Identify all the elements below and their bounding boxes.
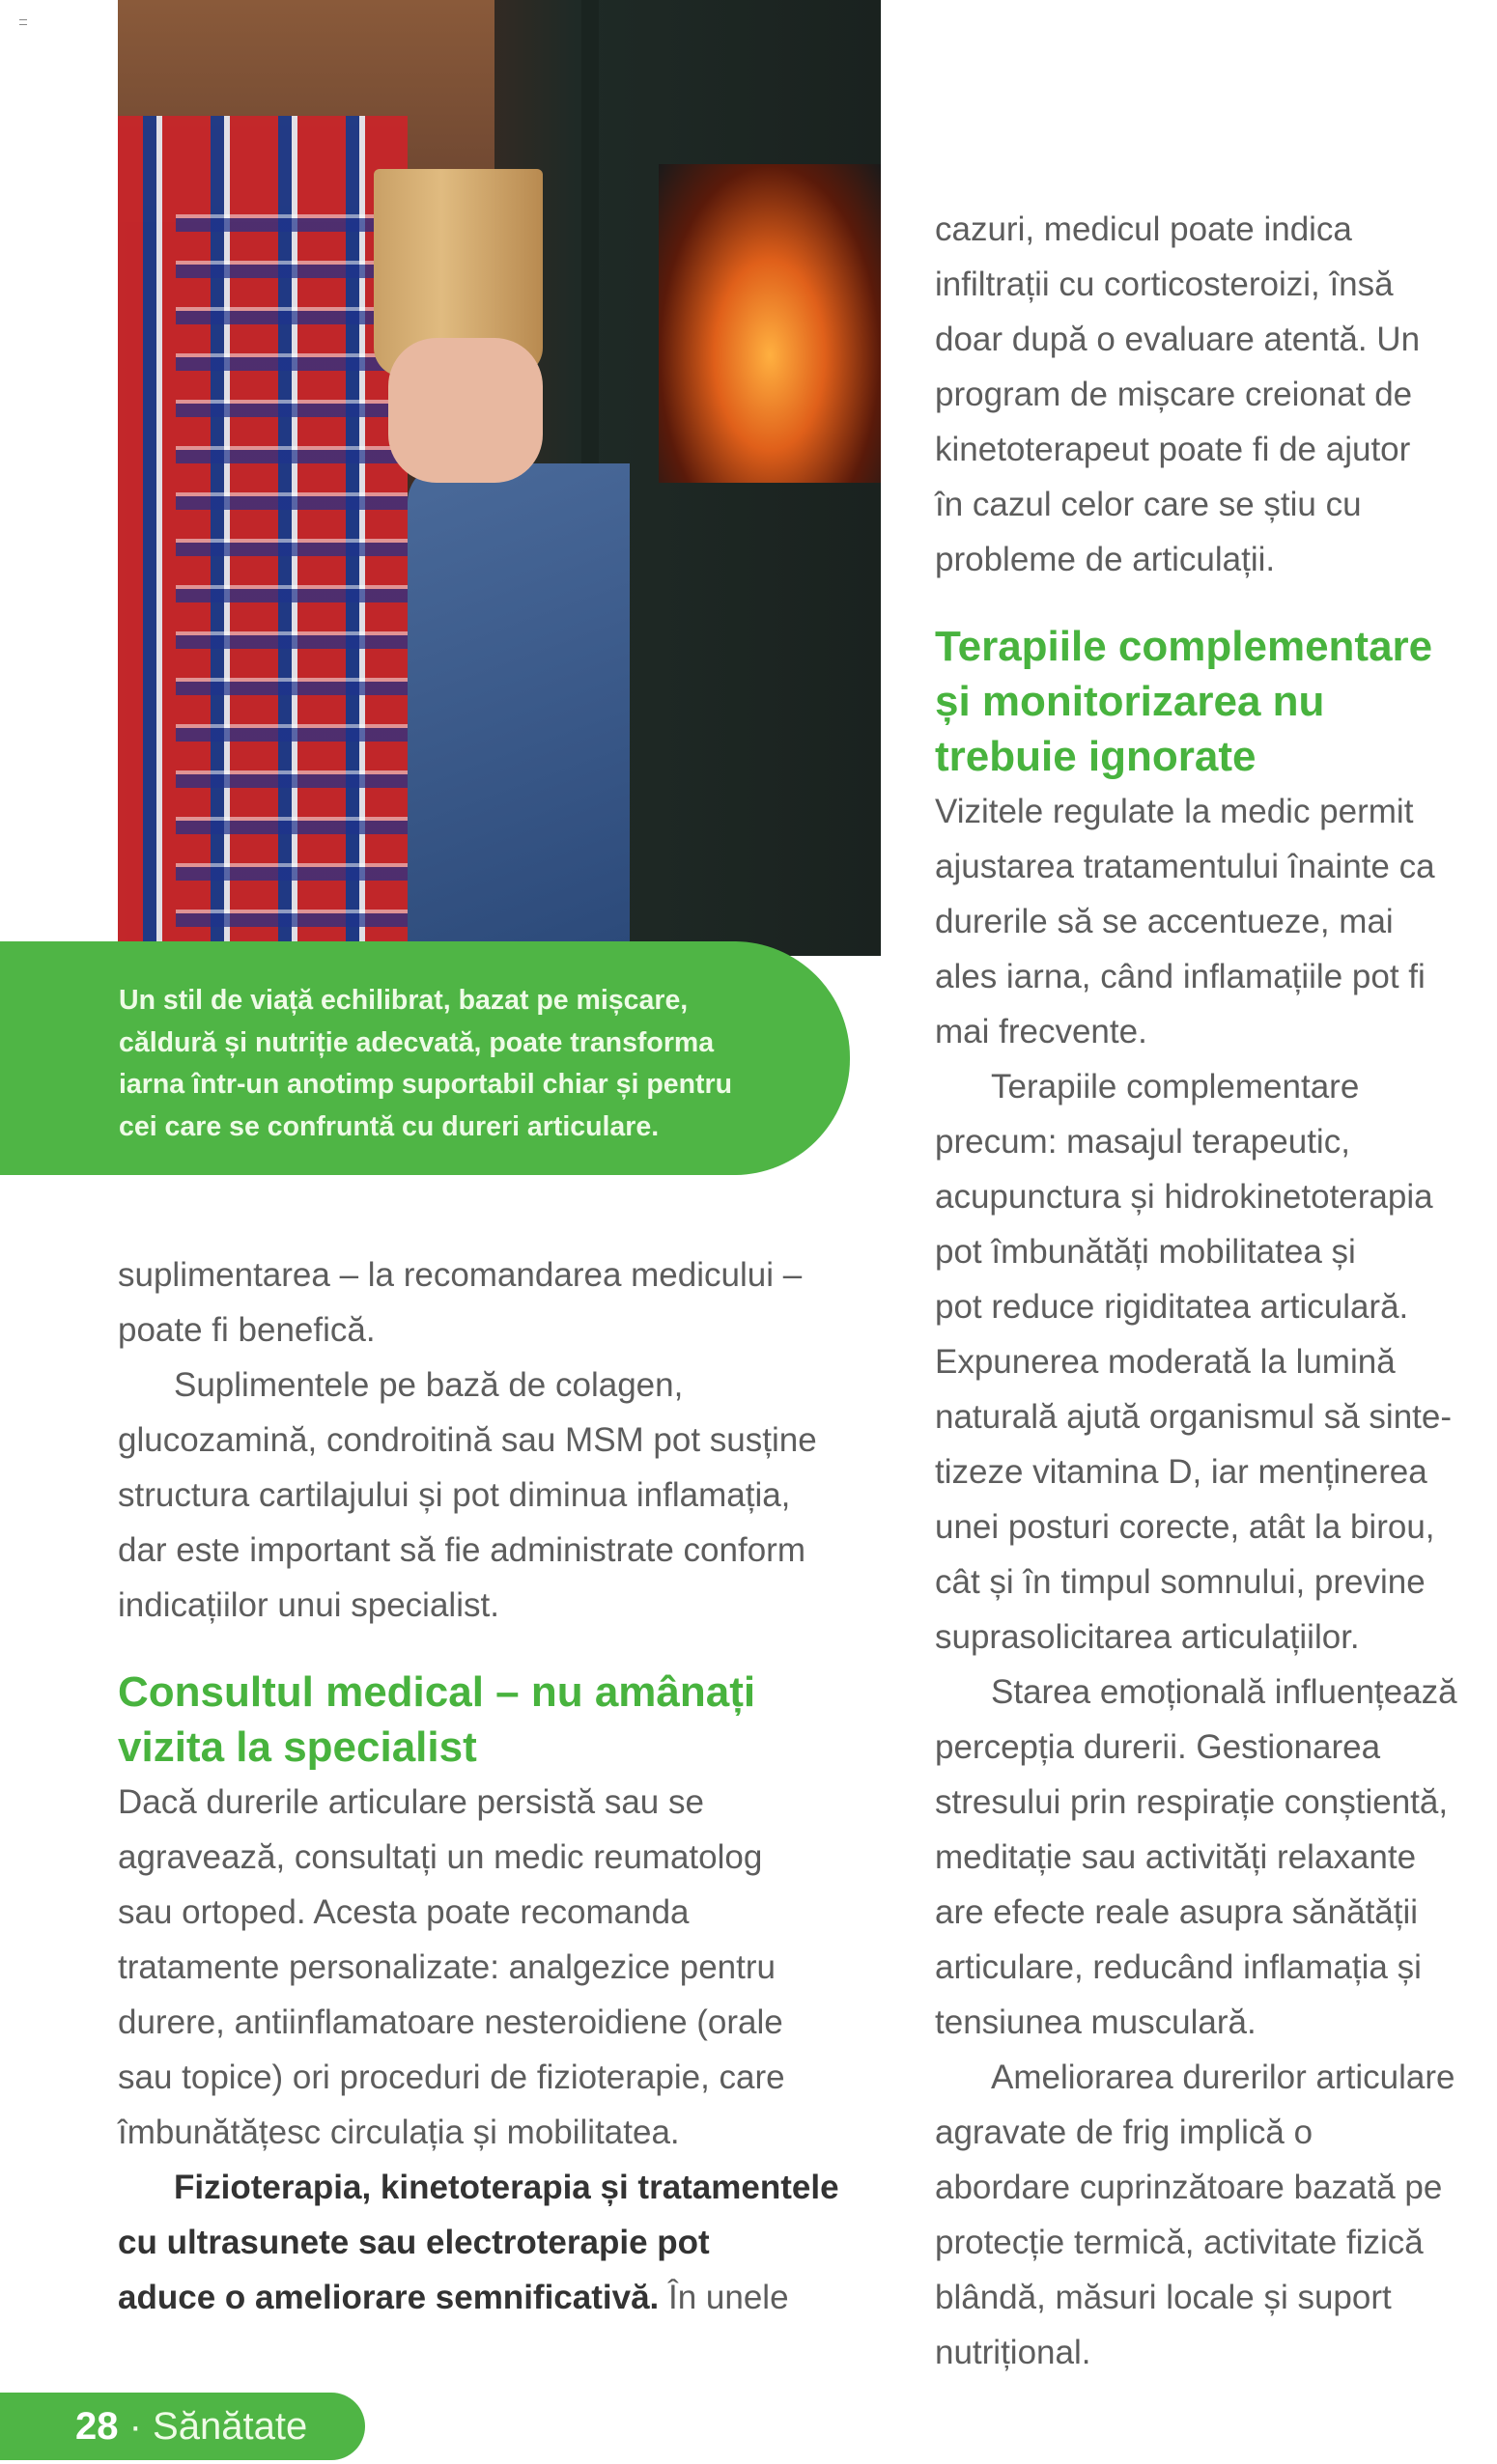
text-line: protecție termică, activitate fizică: [935, 2224, 1424, 2261]
left-column: [118, 1247, 890, 2325]
text-line: durerile să se accentueze, mai: [935, 903, 1394, 940]
text-line: agravează, consultați un medic reumatolog: [118, 1838, 763, 1876]
text-line: în cazul celor care se știu cu: [935, 486, 1362, 523]
photo-caption: [0, 941, 850, 1175]
text-line: indicațiilor unui specialist.: [118, 1586, 499, 1624]
text-line: tratamente personalizate: analgezice pentru: [118, 1948, 776, 1986]
text-line: meditație sau activități relaxante: [935, 1838, 1417, 1876]
section-heading: [935, 619, 1495, 784]
text-line: Starea emoțională influențează: [991, 1673, 1457, 1711]
text-line: agravate de frig implică o: [935, 2114, 1313, 2151]
text-tail: În unele: [659, 2279, 789, 2316]
plaid-pattern: [176, 193, 408, 956]
text-line: cât și în timpul somnului, previne: [935, 1563, 1426, 1601]
paragraph: [118, 2160, 890, 2325]
section-name: Sănătate: [153, 2405, 308, 2448]
text-line: acupunctura și hidrokinetoterapia: [935, 1178, 1433, 1216]
text-line: suprasolicitarea articulațiilor.: [935, 1618, 1360, 1656]
text-line: glucozamină, condroitină sau MSM pot susține: [118, 1421, 817, 1459]
text-line: ajustarea tratamentului înainte ca: [935, 848, 1435, 885]
heading-line: Terapiile complementare: [935, 623, 1433, 670]
text-line: Dacă durerile articulare persistă sau se: [118, 1783, 704, 1821]
jeans: [408, 463, 630, 946]
text-line: Vizitele regulate la medic permit: [935, 793, 1414, 830]
text-line: sau ortoped. Acesta poate recomanda: [118, 1893, 690, 1931]
text-line: percepția durerii. Gestionarea: [935, 1728, 1381, 1766]
paragraph: [935, 1665, 1495, 2050]
paragraph: [118, 1775, 890, 2160]
text-line: [118, 2160, 890, 2215]
footer-separator: ·: [118, 2405, 154, 2448]
text-line: kinetoterapeut poate fi de ajutor: [935, 431, 1411, 468]
text-line: abordare cuprinzătoare bazată pe: [935, 2169, 1443, 2206]
paragraph: [935, 1059, 1495, 1665]
text-line: doar după o evaluare atentă. Un: [935, 321, 1421, 358]
right-column: [935, 202, 1495, 2380]
text-line: durere, antiinflamatoare nesteroidiene (orale: [118, 2003, 783, 2041]
text-line: blândă, măsuri locale și suport: [935, 2279, 1392, 2316]
text-line: Terapiile complementare: [991, 1068, 1360, 1106]
paragraph: [935, 202, 1495, 587]
heading-line: trebuie ignorate: [935, 733, 1257, 780]
text-line: Ameliorarea durerilor articulare: [991, 2058, 1455, 2096]
text-line: stresului prin respirație conștientă,: [935, 1783, 1449, 1821]
text-line: [118, 2215, 890, 2270]
paragraph: [118, 1247, 890, 1358]
text-line: Expunerea moderată la lumină: [935, 1343, 1396, 1381]
article-photo-blanket-mug-fireplace: [118, 0, 881, 956]
caption-line: iarna într-un anotimp suportabil chiar și pentru: [119, 1069, 732, 1100]
caption-line: căldură și nutriție adecvată, poate transforma: [119, 1026, 715, 1058]
text-line: sau topice) ori proceduri de fizioterapie, care: [118, 2058, 785, 2096]
text-line: tizeze vitamina D, iar menținerea: [935, 1453, 1427, 1491]
text-line: pot îmbunătăți mobilitatea și: [935, 1233, 1356, 1271]
text-line: articulare, reducând inflamația și: [935, 1948, 1422, 1986]
page-footer: [0, 2393, 365, 2460]
heading-line: Consultul medical – nu amânați: [118, 1668, 756, 1716]
text-line: [118, 2270, 890, 2325]
text-line: poate fi benefică.: [118, 1311, 376, 1349]
text-line: mai frecvente.: [935, 1013, 1147, 1050]
text-line: Suplimentele pe bază de colagen,: [174, 1366, 684, 1404]
text-line: suplimentarea – la recomandarea medicului –: [118, 1256, 803, 1294]
menu-glyph-icon: [19, 19, 27, 25]
text-line: nutrițional.: [935, 2334, 1091, 2371]
bold-text: aduce o ameliorare semnificativă.: [118, 2279, 660, 2316]
text-line: îmbunătățesc circulația și mobilitatea.: [118, 2114, 680, 2151]
text-line: ales iarna, când inflamațiile pot fi: [935, 958, 1426, 995]
text-line: pot reduce rigiditatea articulară.: [935, 1288, 1409, 1326]
caption-line: Un stil de viață echilibrat, bazat pe mișcare,: [119, 985, 689, 1016]
text-line: tensiunea musculară.: [935, 2003, 1257, 2041]
hand: [388, 338, 543, 483]
text-line: structura cartilajului și pot diminua inflamația,: [118, 1476, 791, 1514]
page-number: 28: [75, 2405, 119, 2448]
text-line: are efecte reale asupra sănătății: [935, 1893, 1419, 1931]
bold-text: Fizioterapia, kinetoterapia și tratamentele: [174, 2169, 839, 2206]
heading-line: vizita la specialist: [118, 1723, 477, 1771]
text-line: program de mișcare creionat de: [935, 376, 1413, 413]
text-line: infiltrații cu corticosteroizi, însă: [935, 266, 1394, 303]
text-line: precum: masajul terapeutic,: [935, 1123, 1350, 1161]
caption-line: cei care se confruntă cu dureri articulare.: [119, 1110, 660, 1142]
paragraph: [935, 2050, 1495, 2380]
bold-text: cu ultrasunete sau electroterapie pot: [118, 2224, 710, 2261]
text-line: unei posturi corecte, atât la birou,: [935, 1508, 1435, 1546]
text-line: dar este important să fie administrate conform: [118, 1531, 805, 1569]
text-line: naturală ajută organismul să sinte-: [935, 1398, 1453, 1436]
text-line: cazuri, medicul poate indica: [935, 210, 1352, 248]
paragraph: [118, 1358, 890, 1633]
text-line: probleme de articulații.: [935, 541, 1276, 578]
heading-line: și monitorizarea nu: [935, 678, 1325, 725]
section-heading: [118, 1665, 890, 1775]
fireplace-fire: [659, 164, 881, 483]
paragraph: [935, 784, 1495, 1059]
